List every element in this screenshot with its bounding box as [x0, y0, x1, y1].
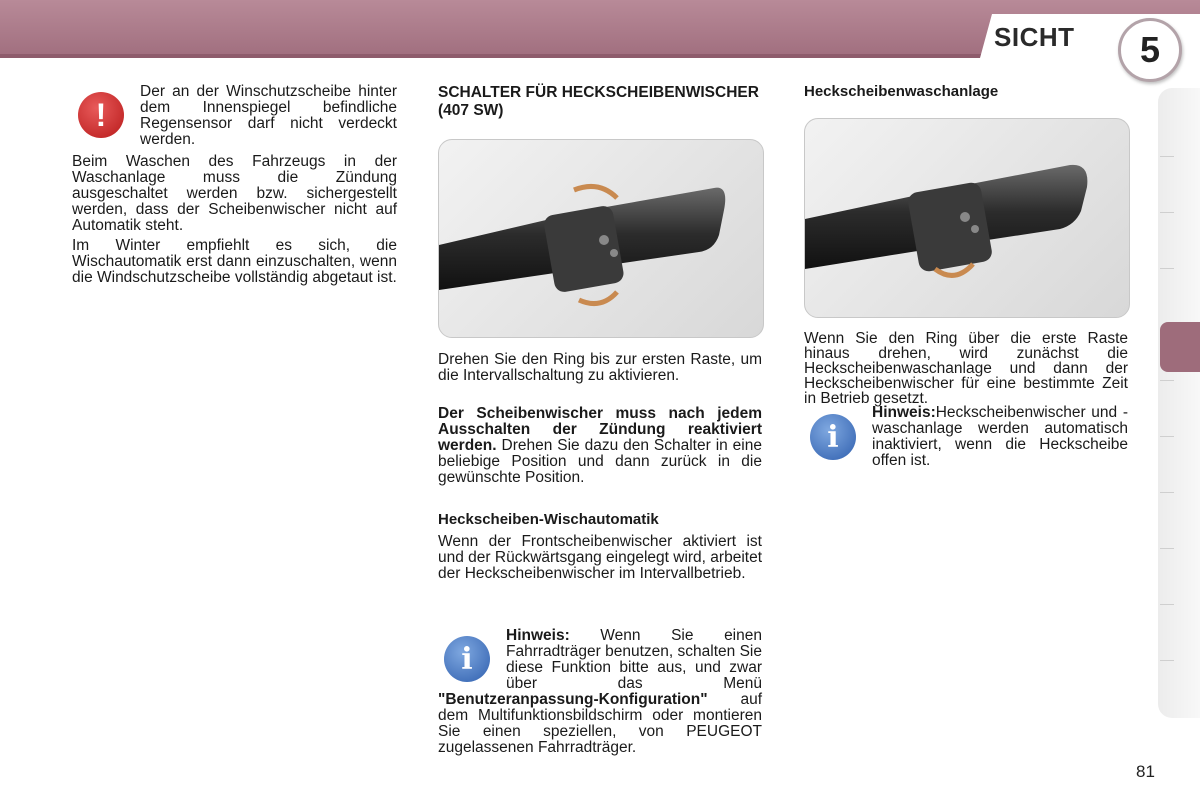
chapter-tab-divider	[1160, 604, 1174, 605]
middle-paragraph-1: Drehen Sie den Ring bis zur ersten Raste, um die Intervallschaltung zu aktivieren.	[438, 351, 762, 384]
note-icon-spacer	[438, 628, 506, 684]
middle-note-text-1: Wenn Sie einen Fahrradträger benutzen, schalten Sie diese Funktion bitte aus, und zwar über das Menü	[506, 627, 762, 692]
right-paragraph-1: Wenn Sie den Ring über die erste Raste hinaus drehen, wird zunächst die Heckscheibenwaschanlage und dann der Heckscheibenwischer für eine bestimmte Zeit in Betrieb gesetzt.	[804, 330, 1128, 407]
info-icon: i	[810, 414, 856, 460]
wiper-stalk-photo-2	[804, 118, 1130, 318]
right-note	[872, 405, 1128, 469]
middle-paragraph-2	[438, 406, 762, 486]
info-icon: i	[444, 636, 490, 682]
wiper-stalk-illustration	[805, 119, 1129, 317]
middle-subheading: Heckscheiben-Wischautomatik	[438, 511, 659, 528]
chapter-tab-divider	[1160, 660, 1174, 661]
chapter-tab-strip	[1158, 88, 1200, 718]
chapter-tab-divider	[1160, 548, 1174, 549]
middle-section-title: SCHALTER FÜR HECKSCHEIBENWISCHER (407 SW)	[438, 84, 759, 119]
chapter-number-badge[interactable]: 5	[1118, 18, 1182, 82]
right-note-label: Hinweis:	[872, 404, 936, 421]
middle-paragraph-2-rest: Drehen Sie dazu den Schalter in eine beliebige Position und dann zurück in die gewünschte Position.	[438, 437, 762, 486]
chapter-tab-divider	[1160, 492, 1174, 493]
exclamation-icon: !	[78, 92, 124, 138]
middle-paragraph-2-bold: Der Scheibenwischer muss nach jedem Ausschalten der Zündung reaktiviert werden.	[438, 405, 762, 454]
middle-note-menu: "Benutzeranpassung-Konfiguration"	[438, 691, 708, 708]
warning-text: Der an der Winschutzscheibe hinter dem Innenspiegel befindliche Regensensor darf nicht verdeckt werden.	[140, 83, 397, 148]
wiper-stalk-illustration	[439, 140, 763, 337]
chapter-tab-divider	[1160, 156, 1174, 157]
chapter-tab-divider	[1160, 380, 1174, 381]
left-paragraph-2: Im Winter empfiehlt es sich, die Wischautomatik erst dann einzuschalten, wenn die Windschutzscheibe vollständig abgetaut ist.	[72, 237, 397, 286]
right-note-text: Heckscheibenwischer und -waschanlage werden automatisch inaktiviert, wenn die Heckscheibe offen ist.	[872, 404, 1128, 469]
right-section-title: Heckscheibenwaschanlage	[804, 83, 999, 100]
middle-note-text-2: auf dem Multifunktionsbildschirm oder montieren Sie einen speziellen, von PEUGEOT zugelassenen Fahrradträger.	[438, 691, 762, 756]
section-title: SICHT	[994, 22, 1075, 52]
middle-note	[438, 628, 762, 756]
page-number: 81	[1136, 762, 1155, 781]
left-paragraph-1: Beim Waschen des Fahrzeugs in der Waschanlage muss die Zündung ausgeschaltet werden bzw. sichergestellt werden, dass der Scheibenwischer nicht auf Automatik steht.	[72, 153, 397, 234]
wiper-stalk-photo-1	[438, 139, 764, 338]
chapter-tab-active[interactable]	[1160, 322, 1200, 372]
chapter-tab-divider	[1160, 268, 1174, 269]
chapter-tab-divider	[1160, 212, 1174, 213]
middle-note-label: Hinweis:	[506, 627, 570, 644]
chapter-tab-divider	[1160, 436, 1174, 437]
middle-paragraph-3: Wenn der Frontscheibenwischer aktiviert ist und der Rückwärtsgang eingelegt wird, arbeitet der Heckscheibenwischer im Intervallbetrieb.	[438, 533, 762, 582]
